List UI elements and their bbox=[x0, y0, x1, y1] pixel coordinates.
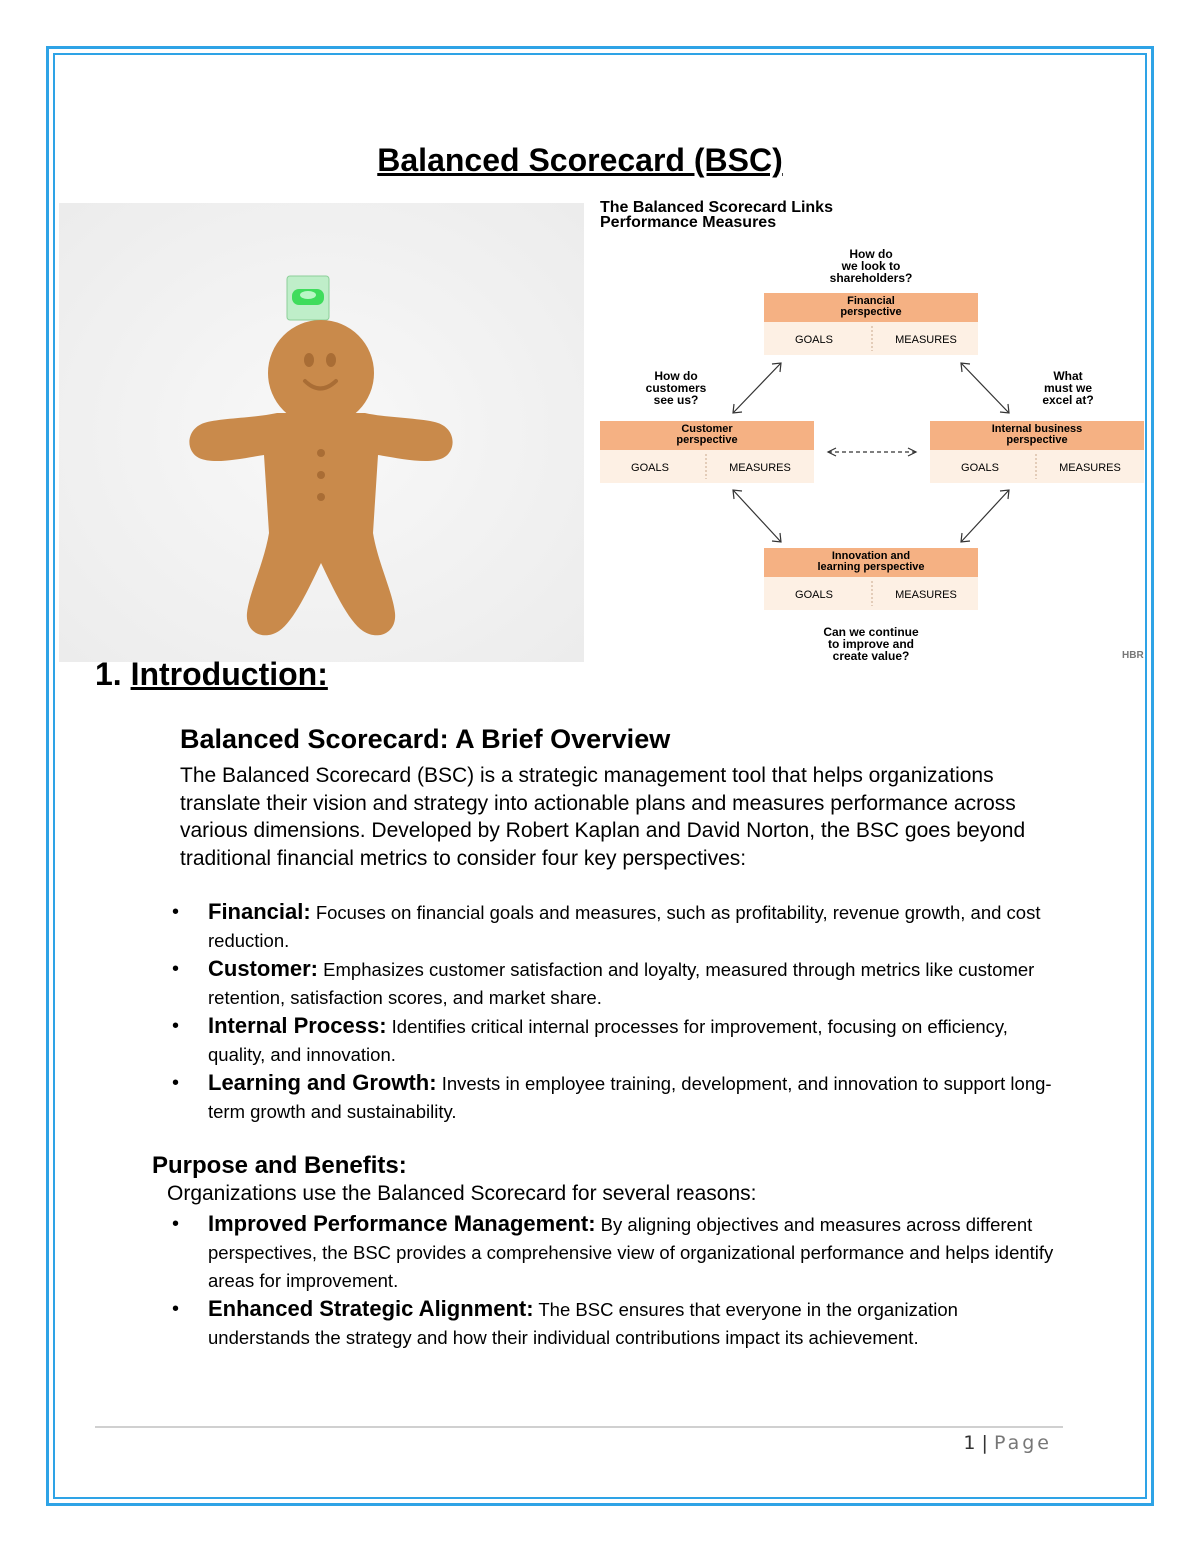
purpose-intro: Organizations use the Balanced Scorecard for several reasons: bbox=[167, 1182, 757, 1205]
svg-text:create value?: create value? bbox=[832, 649, 910, 663]
page-number: 1 bbox=[963, 1432, 976, 1454]
overview-heading: Balanced Scorecard: A Brief Overview bbox=[180, 724, 671, 754]
benefits-list bbox=[180, 1210, 1060, 1352]
svg-text:Can we continue: Can we continue bbox=[823, 625, 919, 639]
list-item: • Internal Process: Identifies critical internal processes for improvement, focusing on efficiency, quality, and innovation. bbox=[180, 1012, 1060, 1069]
svg-text:How do: How do bbox=[849, 247, 893, 261]
list-item: • Customer: Emphasizes customer satisfaction and loyalty, measured through metrics like customer retention, satisfaction scores, and market share. bbox=[180, 955, 1060, 1012]
spirit-level bbox=[287, 276, 329, 320]
hbr-logo: HBR bbox=[1122, 650, 1144, 661]
page-label: Page bbox=[994, 1432, 1052, 1454]
svg-text:must we: must we bbox=[1043, 381, 1093, 395]
bsc-diagram bbox=[596, 196, 1148, 664]
list-item: • Learning and Growth: Invests in employee training, development, and innovation to support long-term growth and sustainability. bbox=[180, 1069, 1060, 1126]
svg-text:What: What bbox=[1053, 369, 1083, 383]
svg-text:MEASURES: MEASURES bbox=[729, 462, 791, 474]
bsc-diagram-svg bbox=[596, 196, 1148, 664]
svg-text:Innovation and: Innovation and bbox=[831, 550, 911, 562]
purpose-heading: Purpose and Benefits: bbox=[152, 1152, 407, 1179]
svg-text:Internal business: Internal business bbox=[991, 423, 1083, 435]
financial-perspective-box bbox=[764, 293, 978, 355]
svg-text:to improve and: to improve and bbox=[827, 637, 915, 651]
svg-text:MEASURES: MEASURES bbox=[895, 334, 957, 346]
bottom-question bbox=[823, 625, 919, 663]
document-title: Balanced Scorecard (BSC) bbox=[377, 142, 783, 178]
svg-text:see us?: see us? bbox=[653, 393, 699, 407]
gingerbread-photo bbox=[59, 203, 584, 662]
overview-paragraph: The Balanced Scorecard (BSC) is a strategic management tool that helps organizations translate their vision and strategy into actionable plans and measures performance across various dimensions. Developed by Robert Kaplan and David Norton, the BSC goes beyond traditional financial metrics to consider four key perspectives: bbox=[180, 764, 1026, 870]
list-item: • Enhanced Strategic Alignment: The BSC ensures that everyone in the organization understands the strategy and how their individual contributions impact its achievement. bbox=[180, 1295, 1060, 1352]
svg-text:perspective: perspective bbox=[1006, 434, 1068, 446]
gingerbread-illustration bbox=[59, 203, 584, 662]
svg-text:GOALS: GOALS bbox=[795, 589, 833, 601]
svg-text:Financial: Financial bbox=[847, 295, 895, 307]
svg-text:excel at?: excel at? bbox=[1042, 393, 1094, 407]
svg-text:GOALS: GOALS bbox=[795, 334, 833, 346]
innovation-perspective-box bbox=[764, 548, 978, 610]
diagram-title-line1: The Balanced Scorecard Links bbox=[600, 199, 833, 216]
svg-text:perspective: perspective bbox=[676, 434, 738, 446]
footer-separator: | bbox=[981, 1432, 988, 1454]
svg-text:we look to: we look to bbox=[841, 259, 901, 273]
diagram-title-line2: Performance Measures bbox=[600, 214, 777, 231]
page-footer bbox=[963, 1432, 1052, 1454]
footer-divider bbox=[95, 1426, 1063, 1428]
perspectives-list bbox=[180, 898, 1060, 1126]
svg-text:GOALS: GOALS bbox=[631, 462, 669, 474]
list-item: • Financial: Focuses on financial goals and measures, such as profitability, revenue growth, and cost reduction. bbox=[180, 898, 1060, 955]
svg-text:How do: How do bbox=[654, 369, 698, 383]
right-question bbox=[1042, 369, 1093, 407]
svg-text:shareholders?: shareholders? bbox=[829, 271, 913, 285]
svg-text:customers: customers bbox=[645, 381, 707, 395]
svg-text:MEASURES: MEASURES bbox=[895, 589, 957, 601]
left-question bbox=[646, 369, 707, 407]
svg-text:MEASURES: MEASURES bbox=[1059, 462, 1121, 474]
intro-heading: 1. Introduction: bbox=[95, 656, 328, 692]
svg-text:GOALS: GOALS bbox=[961, 462, 999, 474]
top-question bbox=[830, 247, 913, 285]
svg-text:learning perspective: learning perspective bbox=[817, 561, 925, 573]
svg-text:perspective: perspective bbox=[840, 306, 902, 318]
internal-perspective-box bbox=[930, 421, 1144, 483]
customer-perspective-box bbox=[600, 421, 814, 483]
list-item: • Improved Performance Management: By aligning objectives and measures across different perspectives, the BSC provides a comprehensive view of organizational performance and helps identify areas for improvement. bbox=[180, 1210, 1060, 1295]
svg-text:Customer: Customer bbox=[681, 423, 733, 435]
